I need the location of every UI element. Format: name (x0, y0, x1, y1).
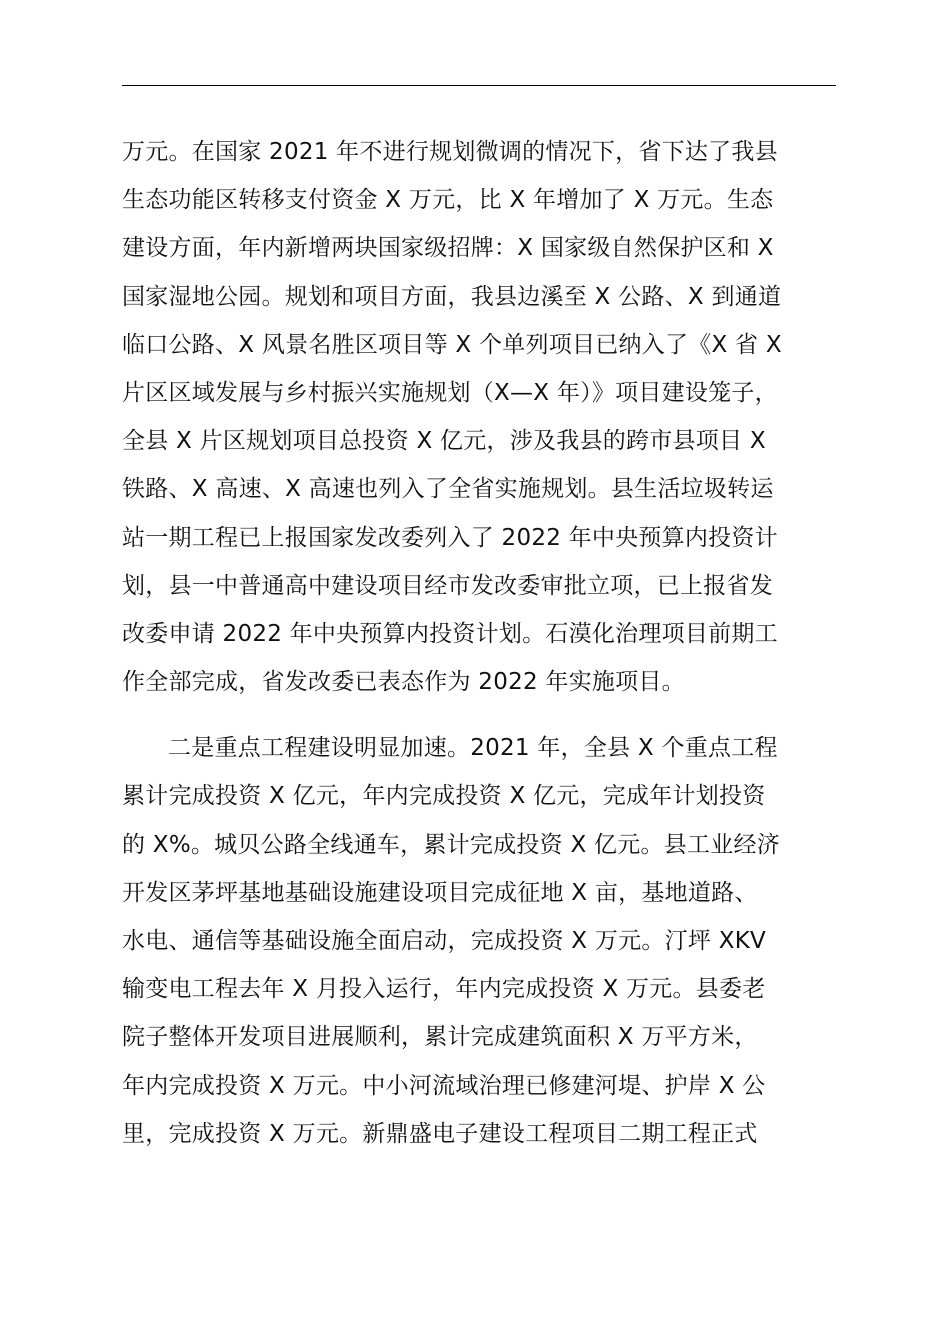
text-line: 站一期工程已上报国家发改委列入了 2022 年中央预算内投资计 (122, 524, 778, 551)
text-line: 临口公路、X 风景名胜区项目等 X 个单列项目已纳入了《X 省 X (122, 331, 782, 358)
text-line: 开发区茅坪基地基础设施建设项目完成征地 X 亩，基地道路、 (122, 879, 758, 906)
paragraph-spacer (122, 706, 862, 724)
text-line: 输变电工程去年 X 月投入运行，年内完成投资 X 万元。县委老 (122, 976, 766, 1003)
paragraph-1 (122, 128, 862, 706)
text-line: 累计完成投资 X 亿元，年内完成投资 X 亿元，完成年计划投资 (122, 783, 766, 810)
text-line: 年内完成投资 X 万元。中小河流域治理已修建河堤、护岸 X 公 (122, 1072, 766, 1099)
text-line: 里，完成投资 X 万元。新鼎盛电子建设工程项目二期工程正式 (122, 1120, 758, 1147)
text-line: 铁路、X 高速、X 高速也列入了全省实施规划。县生活垃圾转运 (122, 476, 774, 503)
text-line: 片区区域发展与乡村振兴实施规划（X—X 年）》项目建设笼子， (122, 379, 778, 406)
text-line: 全县 X 片区规划项目总投资 X 亿元，涉及我县的跨市县项目 X (122, 428, 766, 455)
text-line: 的 X%。城贝公路全线通车，累计完成投资 X 亿元。县工业经济 (122, 831, 781, 858)
document-body (122, 128, 862, 1158)
paragraph-2 (122, 724, 862, 1158)
text-line: 二是重点工程建设明显加速。2021 年，全县 X 个重点工程 (168, 735, 778, 762)
text-line: 万元。在国家 2021 年不进行规划微调的情况下，省下达了我县 (122, 139, 778, 165)
text-line: 生态功能区转移支付资金 X 万元，比 X 年增加了 X 万元。生态 (122, 187, 774, 214)
text-line: 划，县一中普通高中建设项目经市发改委审批立项，已上报省发 (122, 572, 773, 599)
text-line: 建设方面，年内新增两块国家级招牌：X 国家级自然保护区和 X (122, 235, 774, 262)
header-rule (122, 85, 836, 86)
text-line: 改委申请 2022 年中央预算内投资计划。石漠化治理项目前期工 (122, 620, 778, 647)
text-line: 作全部完成，省发改委已表态作为 2022 年实施项目。 (122, 669, 685, 696)
text-line: 水电、通信等基础设施全面启动，完成投资 X 万元。汀坪 XKV (122, 928, 767, 954)
text-line: 院子整体开发项目进展顺利，累计完成建筑面积 X 万平方米， (122, 1024, 758, 1051)
text-line: 国家湿地公园。规划和项目方面，我县边溪至 X 公路、X 到通道 (122, 283, 782, 310)
